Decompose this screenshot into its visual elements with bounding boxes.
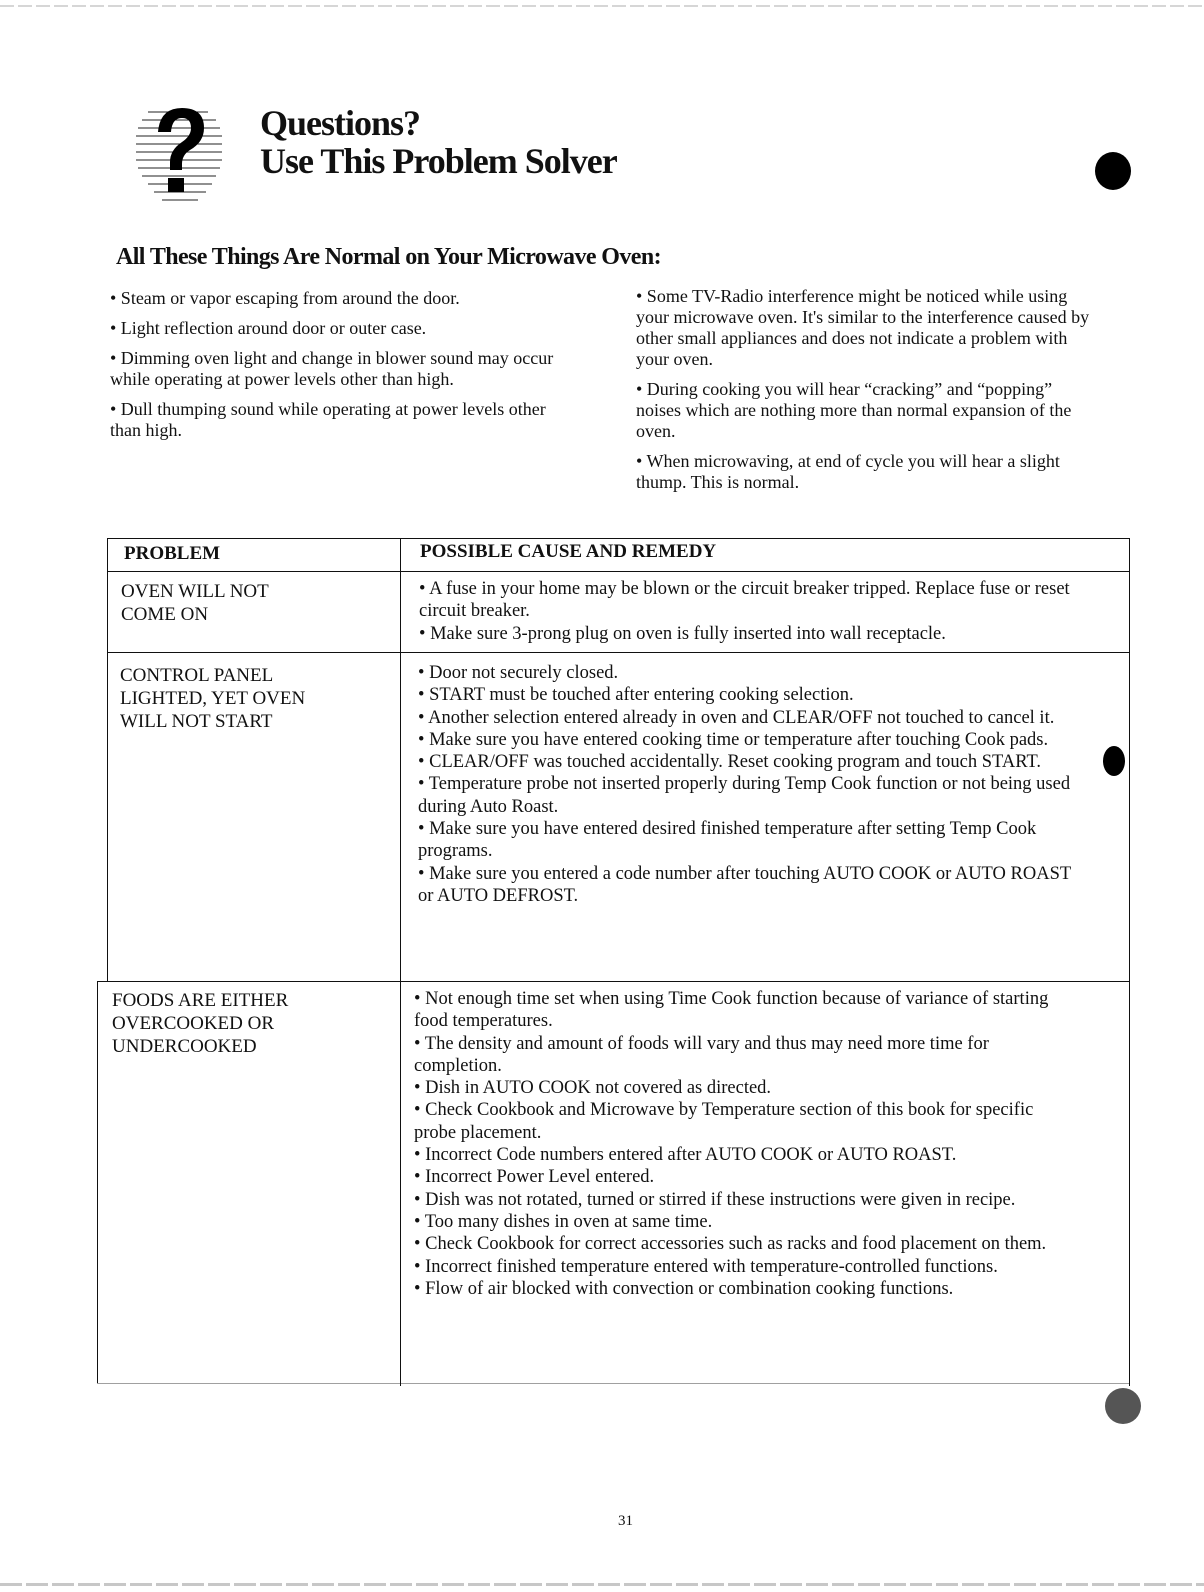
normal-list-right [636, 286, 1101, 502]
remedy-item: • The density and amount of foods will vary and thus may need more time for completion. [414, 1033, 989, 1076]
scan-edge-bottom [0, 1583, 1204, 1586]
remedy-item: • Make sure you have entered cooking time or temperature after touching Cook pads. [418, 729, 1049, 750]
question-mark-icon [128, 98, 232, 210]
table-border [107, 538, 108, 982]
table-border [400, 538, 401, 1386]
remedy-cell [414, 988, 1076, 1300]
problem-line: OVEN WILL NOT [121, 581, 269, 602]
list-item: • Dimming oven light and change in blower sound may occur while operating at power levels other than high. [110, 348, 554, 389]
problem-control-panel-lighted [120, 664, 305, 733]
normal-list-left [110, 288, 580, 450]
list-item: • Steam or vapor escaping from around the door. [110, 288, 460, 308]
table-border [97, 981, 98, 1383]
column-header-remedy: POSSIBLE CAUSE AND REMEDY [420, 541, 717, 562]
page-title [260, 104, 617, 180]
remedy-item: • Another selection entered already in oven and CLEAR/OFF not touched to cancel it. [418, 707, 1055, 728]
problem-foods-over-under-cooked [112, 989, 288, 1058]
remedy-item: • Incorrect Power Level entered. [414, 1167, 655, 1188]
remedy-item: • Check Cookbook for correct accessories such as racks and food placement on them. [414, 1234, 1047, 1255]
remedy-item: • Temperature probe not inserted properly during Temp Cook function or not being used during Auto Roast. [418, 774, 1071, 817]
remedy-item: • CLEAR/OFF was touched accidentally. Reset cooking program and touch START. [418, 752, 1042, 773]
remedy-cell [419, 578, 1084, 645]
remedy-item: • Check Cookbook and Microwave by Temperature section of this book for specific probe placement. [414, 1100, 1034, 1143]
remedy-item: • A fuse in your home may be blown or the circuit breaker tripped. Replace fuse or reset circuit breaker. [419, 579, 1070, 622]
remedy-item: • Dish in AUTO COOK not covered as directed. [414, 1078, 772, 1099]
remedy-item: • Not enough time set when using Time Cook function because of variance of starting food temperatures. [414, 989, 1049, 1032]
remedy-item: • Incorrect Code numbers entered after AUTO COOK or AUTO ROAST. [414, 1145, 957, 1166]
remedy-item: • Make sure 3-prong plug on oven is fully inserted into wall receptacle. [419, 623, 946, 644]
remedy-item: • Dish was not rotated, turned or stirred if these instructions were given in recipe. [414, 1189, 1016, 1210]
remedy-item: • Make sure you have entered desired finished temperature after setting Temp Cook programs. [418, 819, 1037, 862]
problem-line: LIGHTED, YET OVEN [120, 688, 306, 709]
scan-edge-top [0, 5, 1204, 7]
margin-dot [1095, 152, 1131, 190]
table-border [107, 538, 1130, 539]
list-item: • Light reflection around door or outer case. [110, 318, 427, 338]
list-item: • When microwaving, at end of cycle you will hear a slight thump. This is normal. [636, 451, 1060, 492]
list-item: • Some TV-Radio interference might be noticed while using your microwave oven. It's similar to the interference caused by other small appliances and does not indicate a problem with your oven. [636, 286, 1090, 369]
title-line-1: Questions? [260, 103, 421, 143]
remedy-item: • Door not securely closed. [418, 663, 619, 683]
problem-line: COME ON [121, 604, 209, 625]
remedy-item: • Flow of air blocked with convection or combination cooking functions. [414, 1278, 954, 1299]
remedy-cell [418, 662, 1078, 907]
normal-things-heading: All These Things Are Normal on Your Microwave Oven: [116, 244, 661, 270]
page-number: 31 [618, 1513, 633, 1529]
problem-line: UNDERCOOKED [112, 1036, 257, 1057]
remedy-item: • START must be touched after entering cooking selection. [418, 685, 854, 706]
problem-line: OVERCOOKED OR [112, 1013, 275, 1034]
column-header-problem: PROBLEM [124, 543, 221, 564]
table-border [97, 1383, 1130, 1384]
table-border [107, 571, 1130, 572]
problem-solver-table [97, 538, 1130, 1402]
list-item: • During cooking you will hear “cracking” and “popping” noises which are nothing more than normal expansion of the oven. [636, 379, 1072, 441]
remedy-item: • Incorrect finished temperature entered with temperature-controlled functions. [414, 1256, 998, 1277]
table-border [107, 652, 1130, 653]
remedy-item: • Too many dishes in oven at same time. [414, 1211, 713, 1232]
list-item: • Dull thumping sound while operating at power levels other than high. [110, 399, 546, 440]
problem-line: CONTROL PANEL [120, 665, 274, 686]
table-border [1129, 538, 1130, 1386]
problem-oven-will-not-come-on [121, 580, 269, 626]
table-border [97, 981, 1130, 982]
problem-line: WILL NOT START [120, 711, 273, 732]
title-line-2: Use This Problem Solver [260, 141, 617, 181]
remedy-item: • Make sure you entered a code number after touching AUTO COOK or AUTO ROAST or AUTO DEFROST. [418, 863, 1071, 906]
problem-line: FOODS ARE EITHER [112, 990, 289, 1011]
